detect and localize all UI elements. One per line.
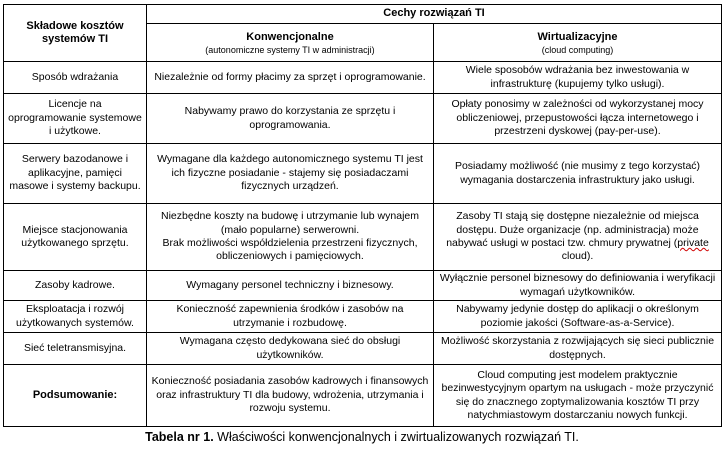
table-row bbox=[4, 204, 722, 271]
header-row bbox=[4, 5, 722, 24]
conventional-text-a: Niezbędne koszty na budowę i utrzymanie lub wynajem (mało popularne) serwerowni. bbox=[161, 210, 419, 236]
table-row bbox=[4, 301, 722, 333]
conventional-cell: Niezależnie od formy płacimy za sprzęt i oprogramowanie. bbox=[147, 62, 434, 94]
table-row bbox=[4, 333, 722, 365]
conventional-cell: Wymagany personel techniczny i biznesowy. bbox=[147, 271, 434, 301]
group-header: Cechy rozwiązań TI bbox=[147, 5, 722, 24]
virtual-cell: Cloud computing jest modelem praktycznie bezinwestycyjnym opartym na usługach - może przyczynić się do znacznego zoptymalizowania kosztów TI przy natychmiastowym dostarczaniu nowych funkcji. bbox=[434, 365, 722, 427]
caption-text: Właściwości konwencjonalnych i zwirtualizowanych rozwiązań TI. bbox=[213, 430, 579, 444]
row-label: Serwery bazodanowe i aplikacyjne, pamięci masowe i systemy backupu. bbox=[4, 144, 147, 204]
virtual-cell: Nabywamy jedynie dostęp do aplikacji o określonym poziomie jakości (Software-as-a-Service). bbox=[434, 301, 722, 333]
table-row bbox=[4, 62, 722, 94]
conventional-cell: Wymagana często dedykowana sieć do obsługi użytkowników. bbox=[147, 333, 434, 365]
conventional-cell: Nabywamy prawo do korzystania ze sprzętu i oprogramowania. bbox=[147, 94, 434, 144]
virtual-text-end: cloud). bbox=[561, 250, 594, 263]
conventional-cell: Wymagane dla każdego autonomicznego systemu TI jest ich fizyczne posiadanie - stajemy się posiadaczami fizycznych urządzeń. bbox=[147, 144, 434, 204]
table-row bbox=[4, 144, 722, 204]
row-label: Licencje na oprogramowanie systemowe i użytkowe. bbox=[4, 94, 147, 144]
virtual-cell: Wyłącznie personel biznesowy do definiowania i weryfikacji wymagań użytkowników. bbox=[434, 271, 722, 301]
caption-prefix: Tabela nr 1. bbox=[145, 430, 214, 444]
summary-label: Podsumowanie: bbox=[4, 365, 147, 427]
row-label: Sieć teletransmisyjna. bbox=[4, 333, 147, 365]
conventional-cell bbox=[147, 204, 434, 271]
conventional-cell: Konieczność zapewnienia środków i zasobów na utrzymanie i rozbudowę. bbox=[147, 301, 434, 333]
comparison-table bbox=[3, 4, 722, 427]
col-conventional-title: Konwencjonalne bbox=[246, 30, 334, 43]
virtual-cell: Możliwość skorzystania z rozwijających się sieci publicznie dostępnych. bbox=[434, 333, 722, 365]
row-label: Sposób wdrażania bbox=[4, 62, 147, 94]
table-row bbox=[4, 271, 722, 301]
table-caption bbox=[0, 429, 724, 445]
virtual-cell: Opłaty ponosimy w zależności od wykorzystanej mocy obliczeniowej, przepustowości łącza internetowego i przestrzeni dyskowej (pay-per-use). bbox=[434, 94, 722, 144]
virtual-cell: Wiele sposobów wdrażania bez inwestowania w infrastrukturę (kupujemy tylko usługi). bbox=[434, 62, 722, 94]
virtual-text: Zasoby TI stają się dostępne niezależnie od miejsca dostępu. Duże organizacje (np. administracja) może nabywać usługi w postaci tzw. chmury prywatnej ( bbox=[446, 210, 699, 249]
row-label: Zasoby kadrowe. bbox=[4, 271, 147, 301]
row-label: Eksploatacja i rozwój użytkowanych systemów. bbox=[4, 301, 147, 333]
spellcheck-marked-word: private bbox=[677, 237, 709, 249]
conventional-cell: Konieczność posiadania zasobów kadrowych i finansowych oraz infrastruktury TI dla budowy, wdrożenia, utrzymania i rozwoju systemu. bbox=[147, 365, 434, 427]
col-virtual-header bbox=[434, 24, 722, 62]
table-row bbox=[4, 94, 722, 144]
row-label: Miejsce stacjonowania użytkowanego sprzętu. bbox=[4, 204, 147, 271]
conventional-text-b: Brak możliwości współdzielenia przestrzeni fizycznych, obliczeniowych i pamięciowych. bbox=[162, 237, 418, 263]
col-virtual-title: Wirtualizacyjne bbox=[537, 30, 618, 43]
table-row bbox=[4, 365, 722, 427]
virtual-cell bbox=[434, 204, 722, 271]
virtual-cell: Posiadamy możliwość (nie musimy z tego korzystać) wymagania dostarczenia infrastruktury jako usługi. bbox=[434, 144, 722, 204]
col-conventional-subtitle: (autonomiczne systemy TI w administracji) bbox=[205, 44, 375, 55]
col-conventional-header bbox=[147, 24, 434, 62]
row-label-header: Składowe kosztów systemów TI bbox=[4, 5, 147, 62]
col-virtual-subtitle: (cloud computing) bbox=[541, 44, 614, 55]
